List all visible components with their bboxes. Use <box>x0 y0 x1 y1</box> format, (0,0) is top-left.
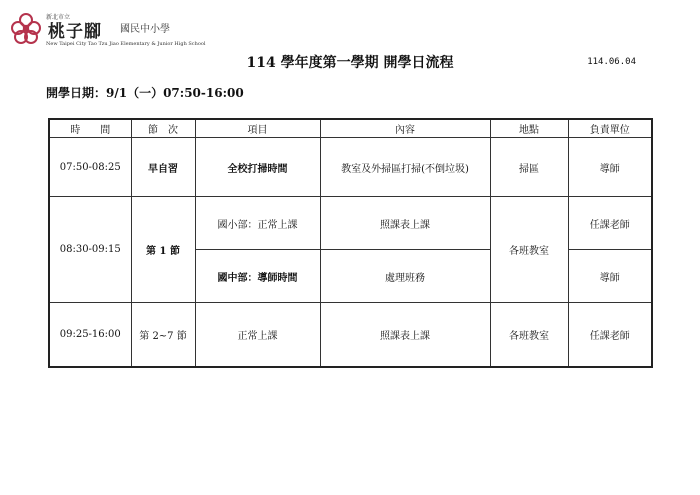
city-line: 新北市立 <box>46 14 71 21</box>
place-cell: 掃區 <box>490 138 568 197</box>
unit-cell: 任課老師 <box>568 303 652 368</box>
item-cell: 正常上課 <box>195 303 320 368</box>
table-row <box>49 303 652 368</box>
content-cell: 處理班務 <box>320 250 490 303</box>
time-cell: 08:30-09:15 <box>49 197 131 303</box>
unit-cell: 任課老師 <box>568 197 652 250</box>
unit-cell: 導師 <box>568 250 652 303</box>
content-cell: 照課表上課 <box>320 197 490 250</box>
place-cell: 各班教室 <box>490 303 568 368</box>
peach-blossom-logo-icon <box>8 10 44 46</box>
period-cell: 第 2~7 節 <box>131 303 195 368</box>
content-cell: 照課表上課 <box>320 303 490 368</box>
header-time: 時 間 <box>49 119 131 138</box>
period-cell: 早自習 <box>131 138 195 197</box>
table-row <box>49 138 652 197</box>
header-content: 內容 <box>320 119 490 138</box>
school-name-script: 桃子腳 <box>48 22 102 42</box>
opening-date: 開學日期：9/1（一）07:50-16:00 <box>46 86 244 100</box>
content-cell: 教室及外掃區打掃(不倒垃圾) <box>320 138 490 197</box>
table-header-row <box>49 119 652 138</box>
school-header <box>8 8 248 48</box>
header-place: 地點 <box>490 119 568 138</box>
school-english-name: New Taipei City Tao Tzu Jiao Elementary & Junior High School <box>46 41 206 47</box>
place-cell: 各班教室 <box>490 197 568 303</box>
period-cell: 第 1 節 <box>131 197 195 303</box>
item-cell: 國小部：正常上課 <box>195 197 320 250</box>
time-cell: 07:50-08:25 <box>49 138 131 197</box>
school-level: 國民中小學 <box>120 24 170 35</box>
header-period: 節 次 <box>131 119 195 138</box>
item-cell: 全校打掃時間 <box>195 138 320 197</box>
header-item: 項目 <box>195 119 320 138</box>
item-cell: 國中部：導師時間 <box>195 250 320 303</box>
document-date: 114.06.04 <box>587 57 636 67</box>
schedule-table <box>48 118 653 368</box>
header-unit: 負責單位 <box>568 119 652 138</box>
page-title: 114 學年度第一學期 開學日流程 <box>246 55 454 71</box>
table-row <box>49 197 652 250</box>
time-cell: 09:25-16:00 <box>49 303 131 368</box>
unit-cell: 導師 <box>568 138 652 197</box>
